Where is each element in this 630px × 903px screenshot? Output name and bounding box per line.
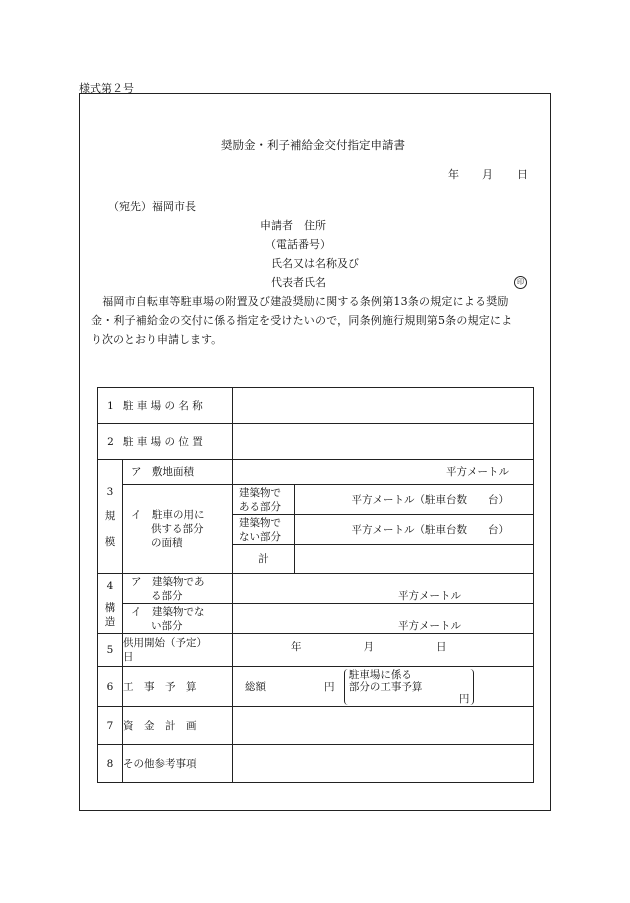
- row3-a-unit: 平方メートル: [446, 466, 510, 478]
- body-line-1: 福岡市自転車等駐車場の附置及び建設奨励に関する条例第13条の規定による奨励: [91, 295, 509, 308]
- row4-a-label-cell: [123, 574, 233, 604]
- row3-a-label: ア 敷地面積: [131, 466, 194, 478]
- row3-side-2: 模: [104, 535, 116, 548]
- row5-label-1: 供用開始（予定）: [123, 637, 207, 649]
- row3-sub1-value-cell[interactable]: [295, 485, 534, 515]
- row3-sub1-line1: 建築物で: [239, 486, 282, 499]
- seal-icon: 印: [514, 276, 527, 289]
- table-row: [98, 707, 534, 745]
- row3-sub3-value-cell[interactable]: [295, 545, 534, 574]
- row3-a-value-cell[interactable]: [233, 460, 534, 485]
- row8-num: 8: [106, 757, 114, 770]
- application-table: [97, 387, 534, 783]
- row2-value-cell[interactable]: [233, 424, 534, 460]
- row4-a-unit: 平方メートル: [398, 590, 462, 602]
- table-row: [98, 604, 534, 634]
- row4-b-label-2: い部分: [151, 619, 183, 632]
- row7-label: 資 金 計 画: [123, 719, 197, 732]
- row4-side-1: 構: [104, 601, 116, 614]
- row4-b-unit: 平方メートル: [398, 620, 462, 632]
- row1-value-cell[interactable]: [233, 388, 534, 424]
- row5-month: 月: [363, 641, 375, 653]
- row3-sub2-cell: [233, 515, 295, 545]
- row3-b-label-3: の面積: [151, 537, 183, 549]
- form-number: 様式第２号: [79, 82, 134, 95]
- row4-a-label-2: る部分: [151, 589, 183, 602]
- row7-num: 7: [106, 719, 114, 732]
- row8-label: その他参考事項: [123, 757, 197, 770]
- form-title: 奨励金・利子補給金交付指定申請書: [221, 138, 405, 152]
- applicant-address-label: 申請者 住所: [260, 219, 326, 232]
- row8-num-cell: [98, 745, 123, 783]
- row4-b-value-cell[interactable]: [233, 604, 534, 634]
- row7-label-cell: [123, 707, 233, 745]
- seal-mark: [514, 274, 527, 289]
- table-row: [98, 667, 534, 707]
- row3-sub3-label: 計: [258, 553, 269, 565]
- row4-b-label-cell: [123, 604, 233, 634]
- row3-sub2-value: 平方メートル（駐車台数 台）: [351, 523, 510, 536]
- row3-sub1-value: 平方メートル（駐車台数 台）: [351, 493, 510, 506]
- date-month: 月: [482, 168, 493, 181]
- row5-year: 年: [291, 641, 302, 653]
- row7-value-cell[interactable]: [233, 707, 534, 745]
- row3-sub1-cell: [233, 485, 295, 515]
- row1-label: 駐 車 場 の 名 称: [123, 399, 203, 412]
- table-row: [98, 388, 534, 424]
- applicant-phone-label: （電話番号）: [265, 238, 331, 251]
- row4-b-label-1: イ 建築物でな: [131, 605, 205, 618]
- row6-num-cell: [98, 667, 123, 707]
- row3-b-label-1: イ 駐車の用に: [131, 509, 205, 521]
- row2-label: 駐 車 場 の 位 置: [123, 435, 203, 448]
- row4-a-value-cell[interactable]: [233, 574, 534, 604]
- row6-total: 総額: [245, 680, 267, 693]
- row6-sub-yen: 円: [458, 692, 470, 705]
- table-row: [98, 460, 534, 485]
- row4-num: 4: [106, 579, 114, 592]
- row5-day: 日: [436, 641, 447, 653]
- table-row: [98, 745, 534, 783]
- row5-num: 5: [106, 644, 114, 656]
- applicant-name-label: 氏名又は名称及び: [271, 257, 359, 270]
- row3-num: 3: [106, 485, 114, 498]
- row3-side-cell: [98, 460, 123, 574]
- row3-sub1-line2: ある部分: [239, 500, 282, 513]
- row3-sub2-value-cell[interactable]: [295, 515, 534, 545]
- row5-label-2: 日: [123, 651, 134, 663]
- row6-num: 6: [106, 680, 114, 693]
- body-line-2: 金・利子補給金の交付に係る指定を受けたいので，同条例施行規則第5条の規定によ: [91, 314, 513, 327]
- row5-value-cell[interactable]: [233, 634, 534, 667]
- addressee: （宛先）福岡市長: [108, 200, 196, 213]
- body-line-3: り次のとおり申請します。: [91, 333, 223, 346]
- row3-sub3-cell: [233, 545, 295, 574]
- row8-value-cell[interactable]: [233, 745, 534, 783]
- row7-num-cell: [98, 707, 123, 745]
- row6-sub-box: [344, 669, 475, 705]
- row3-sub2-line2: ない部分: [239, 530, 282, 543]
- row6-sub-1: 駐車場に係る: [348, 668, 412, 681]
- row1-num: 1: [107, 399, 114, 412]
- row5-label-cell: [123, 634, 233, 667]
- row3-a-label-cell: [123, 460, 233, 485]
- row6-sub-2: 部分の工事予算: [348, 680, 423, 693]
- row1-label-cell: [98, 388, 233, 424]
- date-year: 年: [448, 168, 459, 181]
- row4-side-2: 造: [104, 615, 116, 628]
- row4-side-cell: [98, 574, 123, 634]
- row6-yen: 円: [324, 680, 335, 693]
- row6-label-cell: [123, 667, 233, 707]
- row4-a-label-1: ア 建築物であ: [131, 575, 205, 588]
- table-row: [98, 424, 534, 460]
- applicant-rep-label: 代表者氏名: [271, 276, 326, 289]
- row2-num: 2: [107, 435, 114, 448]
- table-row: [98, 574, 534, 604]
- row6-label: 工 事 予 算: [123, 680, 197, 693]
- row6-value-cell[interactable]: [233, 667, 534, 707]
- table-row: [98, 634, 534, 667]
- table-row: [98, 485, 534, 515]
- date-day: 日: [517, 168, 528, 181]
- row5-num-cell: [98, 634, 123, 667]
- row8-label-cell: [123, 745, 233, 783]
- row2-label-cell: [98, 424, 233, 460]
- row3-b-label-cell: [123, 485, 233, 574]
- row3-side-1: 規: [104, 509, 116, 522]
- row3-sub2-line1: 建築物で: [239, 516, 282, 529]
- row3-b-label-2: 供する部分: [151, 523, 204, 535]
